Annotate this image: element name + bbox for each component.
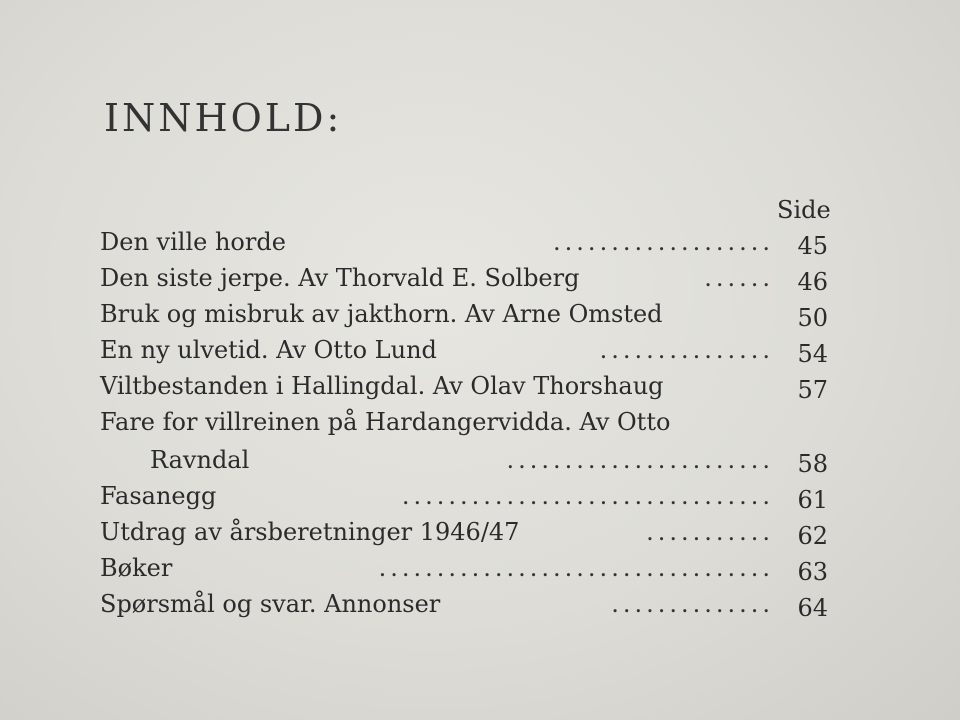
toc-entry-title: En ny ulvetid. Av Otto Lund bbox=[100, 336, 437, 364]
toc-leader-dots: .............. bbox=[611, 590, 774, 618]
toc-entry bbox=[100, 224, 830, 260]
toc-leader-dots: ...... bbox=[704, 264, 774, 292]
toc-page-number: 50 bbox=[797, 304, 828, 332]
toc-entry-title: Bruk og misbruk av jakthorn. Av Arne Omsted bbox=[100, 300, 663, 328]
toc-entry bbox=[100, 514, 830, 550]
toc-leader-dots: .................................. bbox=[378, 554, 774, 582]
toc-entry-title: Bøker bbox=[100, 554, 173, 582]
toc-entry-title: Spørsmål og svar. Annonser bbox=[100, 590, 441, 618]
toc-entry bbox=[100, 368, 830, 404]
toc-entry bbox=[100, 260, 830, 296]
toc-entry bbox=[100, 550, 830, 586]
toc-entry bbox=[100, 478, 830, 514]
toc-entry bbox=[100, 586, 830, 622]
toc-entry-title: Den siste jerpe. Av Thorvald E. Solberg bbox=[100, 264, 580, 292]
toc-entry bbox=[100, 296, 830, 332]
toc-leader-dots: ........... bbox=[646, 518, 774, 546]
toc-entry bbox=[100, 332, 830, 368]
toc-page-number: 46 bbox=[797, 268, 828, 296]
toc-page-number: 57 bbox=[797, 376, 828, 404]
toc-entry-title: Ravndal bbox=[150, 446, 250, 474]
toc-page-number: 63 bbox=[797, 558, 828, 586]
toc-entry-title: Fare for villreinen på Hardangervidda. Av Otto bbox=[100, 408, 671, 436]
toc-entry-title: Fasanegg bbox=[100, 482, 217, 510]
toc-entry-continuation bbox=[100, 442, 830, 478]
toc-page-number: 58 bbox=[797, 450, 828, 478]
toc-page-number: 61 bbox=[797, 486, 828, 514]
page-column-label: Side bbox=[777, 196, 831, 224]
toc-page-number: 54 bbox=[797, 340, 828, 368]
table-of-contents bbox=[100, 224, 830, 622]
toc-entry-title: Utdrag av årsberetninger 1946/47 bbox=[100, 518, 520, 546]
toc-leader-dots: ............... bbox=[599, 336, 774, 364]
toc-leader-dots: ....................... bbox=[506, 446, 774, 474]
toc-entry bbox=[100, 404, 830, 442]
toc-page-number: 45 bbox=[797, 232, 828, 260]
toc-leader-dots: ................... bbox=[553, 228, 774, 256]
toc-entry-title: Den ville horde bbox=[100, 228, 286, 256]
toc-entry-title: Viltbestanden i Hallingdal. Av Olav Thorshaug bbox=[100, 372, 664, 400]
toc-page-number: 62 bbox=[797, 522, 828, 550]
contents-heading: INNHOLD: bbox=[104, 96, 343, 140]
toc-page-number: 64 bbox=[797, 594, 828, 622]
toc-leader-dots: ................................ bbox=[401, 482, 774, 510]
